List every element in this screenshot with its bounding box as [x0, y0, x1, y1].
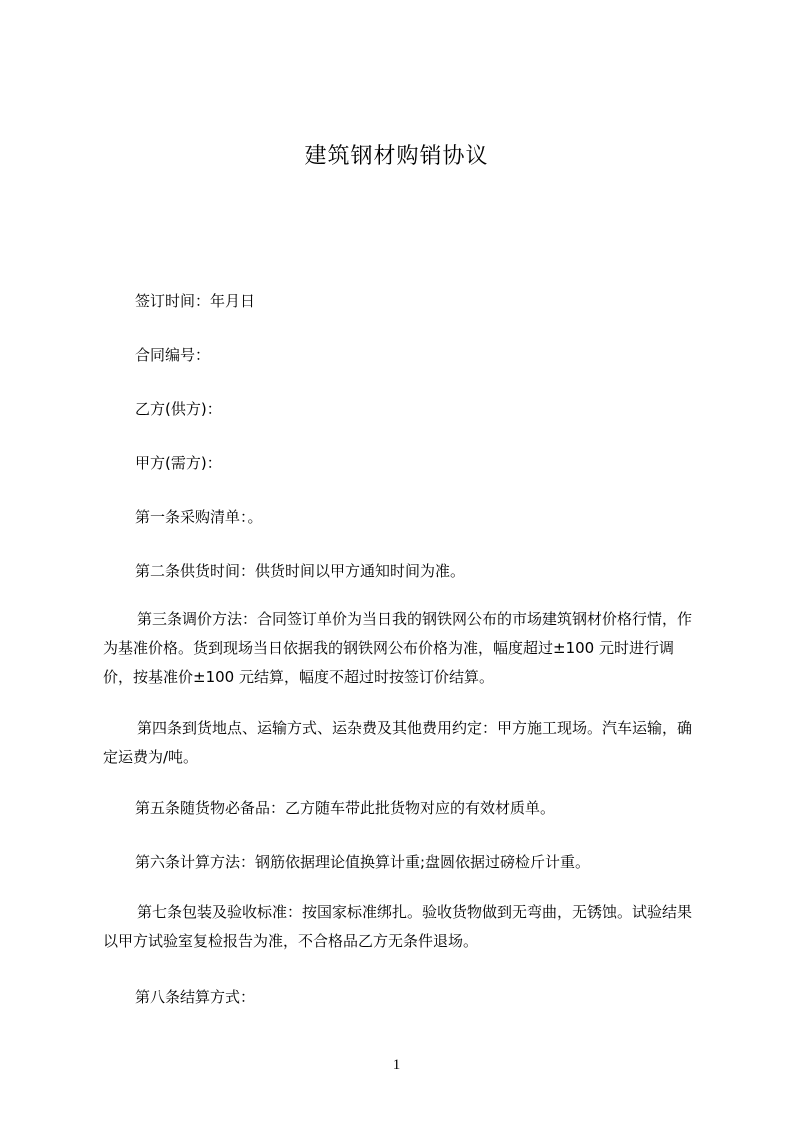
- article-8-settlement: 第八条结算方式：: [135, 988, 256, 1006]
- page-number: 1: [392, 1057, 401, 1073]
- signing-date: 签订时间：年月日: [135, 292, 256, 310]
- article-3-price-adjustment: 第三条调价方法：合同签订单价为当日我的钢铁网公布的市场建筑钢材价格行情，作为基准价格。货到现场当日依据我的钢铁网公布价格为准，幅度超过±100 元时进行调价，按基准价±100 元结算，幅度不超过时按签订价结算。: [103, 610, 693, 686]
- party-a-buyer: 甲方(需方)：: [135, 454, 222, 472]
- party-b-supplier: 乙方(供方)：: [135, 400, 222, 418]
- document-title: 建筑钢材购销协议: [304, 144, 489, 169]
- article-2-supply-time: 第二条供货时间：供货时间以甲方通知时间为准。: [135, 562, 466, 580]
- article-4-delivery-transport: 第四条到货地点、运输方式、运杂费及其他费用约定：甲方施工现场。汽车运输，确定运费为/吨。: [103, 719, 693, 766]
- article-5-accompanying-items: 第五条随货物必备品：乙方随车带此批货物对应的有效材质单。: [135, 799, 556, 817]
- contract-number: 合同编号：: [135, 346, 211, 364]
- article-6-calculation-method: 第六条计算方法：钢筋依据理论值换算计重;盘圆依据过磅检斤计重。: [135, 853, 591, 871]
- article-7-packaging-inspection: 第七条包装及验收标准：按国家标准绑扎。验收货物做到无弯曲，无锈蚀。试验结果以甲方试验室复检报告为准，不合格品乙方无条件退场。: [103, 903, 693, 950]
- article-1-purchase-list: 第一条采购清单：。: [135, 508, 263, 526]
